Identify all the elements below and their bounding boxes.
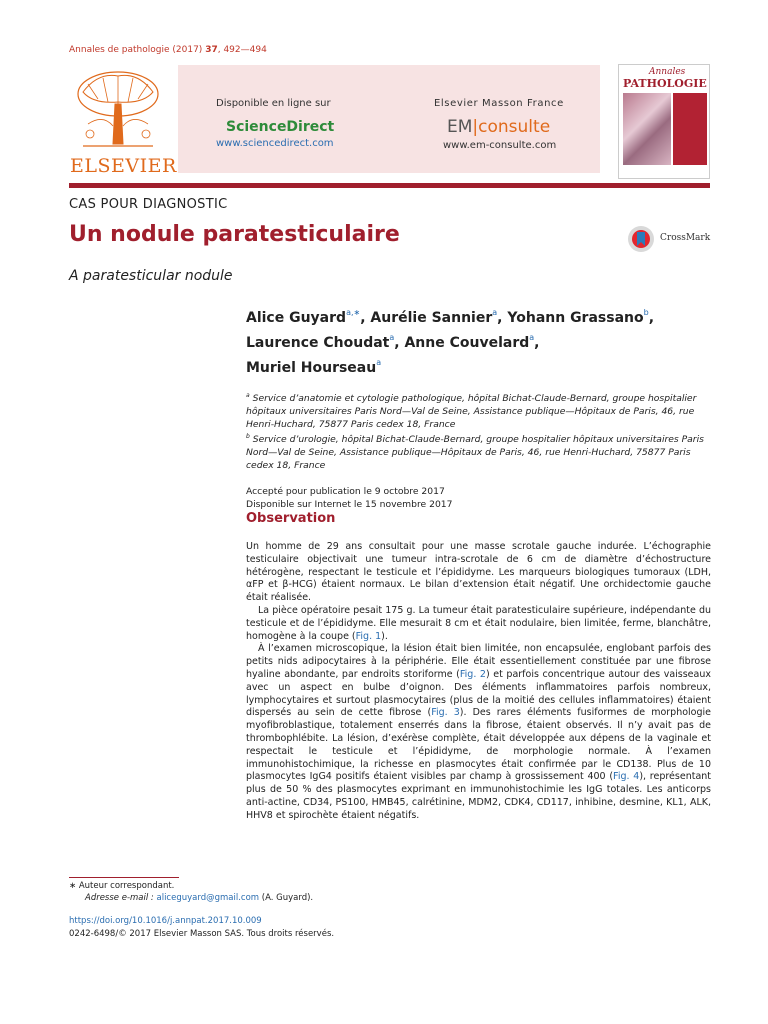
online-label: Disponible en ligne sur: [216, 98, 331, 109]
journal-citation[interactable]: [69, 45, 267, 55]
author-separator: ,: [648, 310, 655, 326]
em-consulte-logo[interactable]: EM|consulte: [447, 117, 551, 137]
affiliation-text: Service d’anatomie et cytologie pathologique, hôpital Bichat-Claude-Bernard, groupe hospitalier hôpitaux universitaires Paris Nord—Val de Seine, Assistance publique—Hôpitaux de Paris, 46, rue Henri-Huchard, 75877 Paris cedex 18, France: [246, 393, 697, 430]
body-text: ). Des rares éléments fusiformes de morphologie myofibroblastique, totalement enserrés dans la fibrose, étaient observés. Il n’y avait pas de thrombophlébite. La lésion, d’exérèse complète, était développée aux dépens de la vaginale et respectait le testicule et l’épididyme, de morphologie normale. À l’examen immunohistochimique, la richesse en plasmocytes était confirmée par le CD138. Plus de 10 plasmocytes IgG4 positifs étaient visibles par champ à grossissement 400 (: [246, 707, 712, 783]
author-affiliation-mark[interactable]: a: [529, 333, 535, 342]
author-list: [246, 303, 716, 378]
footnote-email-owner: (A. Guyard).: [261, 893, 314, 903]
journal-cover-image[interactable]: [618, 64, 710, 179]
footnote-divider: [69, 877, 179, 878]
article-subtitle: A paratesticular nodule: [69, 268, 233, 284]
body-paragraph: [246, 605, 711, 643]
available-date: Disponible sur Internet le 15 novembre 2017: [246, 498, 453, 510]
doi-link[interactable]: https://doi.org/10.1016/j.annpat.2017.10.009: [69, 916, 262, 926]
cover-annales: Annales: [649, 67, 686, 77]
affiliation-item: [246, 390, 716, 431]
em-consulte-link[interactable]: www.em-consulte.com: [443, 140, 557, 151]
article-body: [246, 541, 711, 823]
author-separator: ,: [497, 310, 508, 326]
author-separator: ,: [360, 310, 371, 326]
sciencedirect-link[interactable]: www.sciencedirect.com: [216, 138, 334, 149]
author-affiliation-mark[interactable]: a: [389, 333, 395, 342]
affiliations: [246, 390, 716, 473]
cover-red-panel: [673, 93, 707, 165]
affiliation-item: [246, 431, 716, 472]
author-name: Anne Couvelard: [404, 335, 530, 351]
affiliation-mark: a: [246, 392, 250, 399]
author-name: Aurélie Sannier: [370, 310, 493, 326]
author-email-link[interactable]: aliceguyard@gmail.com: [156, 893, 260, 903]
body-text: ).: [381, 630, 388, 642]
body-paragraph: [246, 541, 711, 605]
body-text: Un homme de 29 ans consultait pour une masse scrotale gauche indurée. L’échographie testiculaire objectivait une tumeur intra-scrotale de 6 cm de diamètre d’échostructure hétérogène, respectant le testicule et l’épididyme. Les marqueurs biologiques tumoraux (LDH, αFP et β-HCG) étaient normaux. Le bilan d’extension était négatif. Une orchidectomie gauche était réalisée.: [246, 541, 711, 604]
author-affiliation-mark[interactable]: a: [376, 358, 382, 367]
author-affiliation-mark[interactable]: a,∗: [346, 308, 361, 317]
figure-reference-link[interactable]: Fig. 4: [613, 771, 640, 783]
author-affiliation-mark[interactable]: a: [492, 308, 498, 317]
journal-pages: , 492—494: [217, 45, 267, 55]
copyright-notice: 0242-6498/© 2017 Elsevier Masson SAS. Tous droits réservés.: [69, 929, 335, 939]
author-name: Muriel Hourseau: [246, 360, 377, 376]
sciencedirect-logo[interactable]: ScienceDirect: [226, 119, 335, 135]
figure-reference-link[interactable]: Fig. 3: [431, 707, 460, 719]
affiliation-text: Service d’urologie, hôpital Bichat-Claude-Bernard, groupe hospitalier hôpitaux universitaires Paris Nord—Val de Seine, Assistance publique—Hôpitaux de Paris, 46, rue Henri-Huchard, 75877 Paris cedex 18, France: [246, 434, 704, 471]
footnote-email-label: Adresse e-mail :: [85, 893, 154, 903]
section-heading-observation: Observation: [246, 511, 336, 526]
author-name: Yohann Grassano: [507, 310, 644, 326]
journal-volume: 37: [205, 45, 218, 55]
figure-reference-link[interactable]: Fig. 2: [459, 668, 486, 680]
author-name: Alice Guyard: [246, 310, 347, 326]
author-affiliation-mark[interactable]: b: [643, 308, 649, 317]
cover-title: PATHOLOGIE: [623, 77, 707, 90]
body-text: ), représentant plus de 50 % des plasmocytes exprimant en immunohistochimie les IgG totales. Les anticorps anti-actine, CD34, PS100, HMB45, calrétinine, MDM2, CDK4, CD117, inhibine, desmine, KL1, ALK, HHV8 et spirochète étaient négatifs.: [246, 771, 712, 821]
body-text: ) et parfois concentrique autour des vaisseaux avec un aspect en bulbe d’oignon. Des éléments inflammatoires parfois nombreux, lymphocytaires et surtout plasmocytaires (plus de la moitié des cellules inflammatoires) étaient dispersés au sein de cette fibrose (: [246, 668, 711, 719]
affiliation-mark: b: [246, 433, 250, 441]
corresponding-author-footnote: [69, 880, 313, 904]
body-paragraph: [246, 643, 711, 822]
em-publisher-label: Elsevier Masson France: [434, 98, 564, 109]
accepted-date: Accepté pour publication le 9 octobre 2017: [246, 486, 445, 497]
body-text: La pièce opératoire pesait 175 g. La tumeur était paratesticulaire supérieure, indépendante du testicule et de l’épididyme. Elle mesurait 8 cm et était nodulaire, bien limitée, ferme, blanchâtre, homogène à la coupe (: [246, 604, 711, 642]
article-title: Un nodule paratesticulaire: [69, 222, 400, 247]
journal-year: (2017): [172, 45, 203, 55]
elsevier-wordmark[interactable]: ELSEVIER: [70, 155, 177, 177]
crossmark-label: CrossMark: [660, 233, 711, 243]
em-logo-em: EM: [447, 117, 473, 137]
cover-histology-image: [623, 93, 671, 165]
author-separator: ,: [394, 335, 405, 351]
journal-name: Annales de pathologie: [69, 45, 170, 55]
header-divider: [69, 183, 710, 188]
footnote-mark: ∗: [69, 881, 77, 891]
publication-dates: [246, 486, 453, 511]
em-logo-consulte: consulte: [478, 117, 551, 137]
article-category: CAS POUR DIAGNOSTIC: [69, 197, 228, 212]
author-name: Laurence Choudat: [246, 335, 390, 351]
body-text: À l’examen microscopique, la lésion était bien limitée, non encapsulée, englobant parfois des petits nids adipocytaires à la périphérie. Elle était essentiellement constituée par une fibrose hyaline abondante, par endroits storiforme (: [246, 643, 711, 680]
figure-reference-link[interactable]: Fig. 1: [355, 630, 382, 642]
author-separator: ,: [534, 335, 540, 351]
footnote-author: Auteur correspondant.: [78, 881, 175, 891]
